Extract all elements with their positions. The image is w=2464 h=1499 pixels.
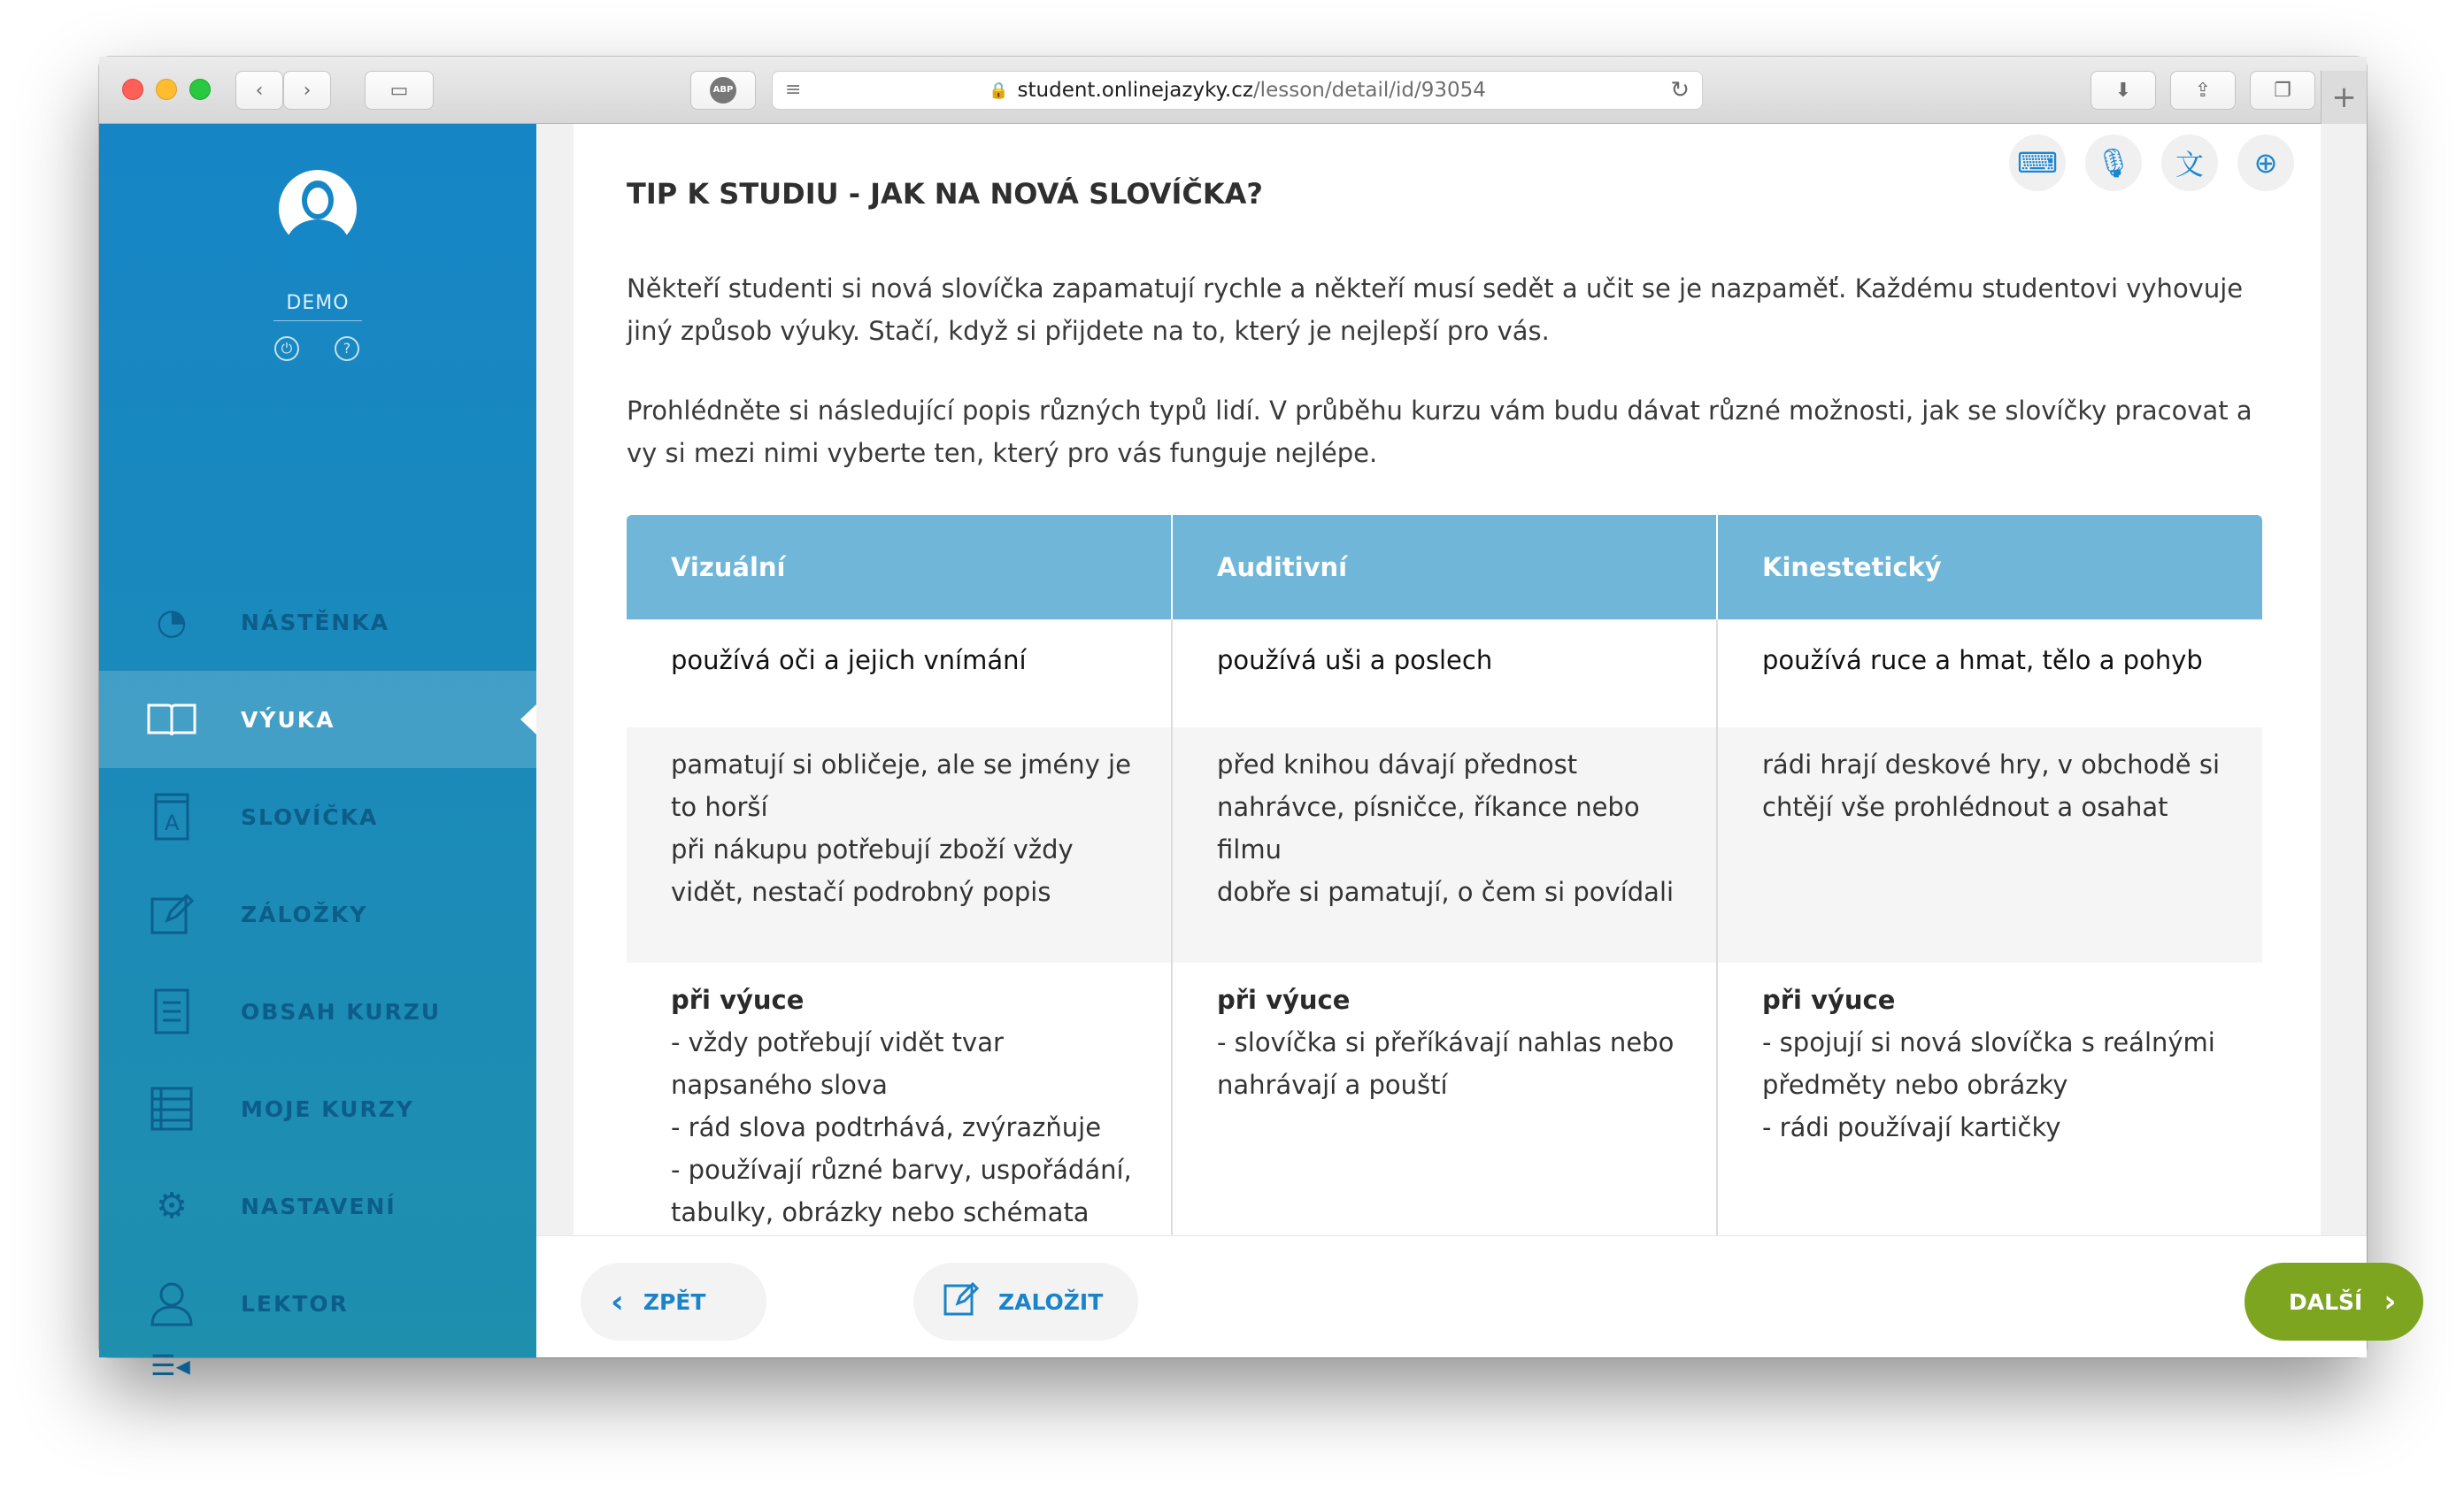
table-cell: používá ruce a hmat, tělo a pohyb: [1717, 619, 2262, 727]
share-button[interactable]: [2170, 71, 2236, 110]
url-path: /lesson/detail/id/93054: [1252, 79, 1486, 102]
username-divider: [273, 320, 362, 321]
chevron-left-icon: ‹: [255, 79, 264, 102]
back-nav-button[interactable]: [235, 71, 283, 110]
chevron-right-icon: ›: [2383, 1284, 2397, 1319]
add-vocabulary-icon[interactable]: ⊕: [2237, 135, 2294, 191]
cell-text: - spojují si nová slovíčka s reálnými předměty nebo obrázky: [1762, 1027, 2215, 1100]
gear-icon: ⚙: [156, 1186, 188, 1226]
instructions-paragraph: Prohlédněte si následující popis různých typů lidí. V průběhu kurzu vám budu dávat různé možnosti, jak se slovíčky pracovat a vy si mezi nimi vyberte ten, který pro vás funguje nejlépe.: [627, 396, 2252, 468]
sidebar-item-label: ZÁLOŽKY: [241, 901, 368, 927]
new-tab-button[interactable]: [2321, 71, 2367, 124]
table-cell: [1172, 727, 1717, 963]
table-cell: používá uši a poslech: [1172, 619, 1717, 727]
lock-icon: 🔒: [989, 81, 1009, 100]
table-cell: [627, 963, 1172, 1260]
minimize-window-button[interactable]: [156, 79, 177, 100]
sidebar-item-moje-kurzy[interactable]: [99, 1060, 536, 1157]
vocabulary-icon: [147, 792, 196, 842]
cell-text: dobře si pamatují, o čem si povídali: [1217, 877, 1675, 907]
cell-text: - slovíčka si přeříkávají nahlas nebo nahrávají a pouští: [1217, 1027, 1675, 1100]
table-cell: [1172, 963, 1717, 1260]
sidebar-item-label: NASTAVENÍ: [241, 1193, 397, 1219]
sidebar-item-lektor[interactable]: [99, 1255, 536, 1352]
sidebar-item-nastenka[interactable]: [99, 573, 536, 671]
avatar-face-shape: [307, 188, 328, 214]
sidebar-icon: ▭: [389, 79, 409, 102]
table-cell: [627, 727, 1172, 963]
translate-icon[interactable]: 文: [2161, 135, 2218, 191]
table-cell: používá oči a jejich vnímání: [627, 619, 1172, 727]
microphone-icon[interactable]: 🎙: [2085, 135, 2142, 191]
cell-text: - rád slova podtrhává, zvýrazňuje: [671, 1112, 1102, 1142]
next-button-label: DALŠÍ: [2289, 1288, 2363, 1315]
svg-text:A: A: [165, 811, 180, 835]
sidebar-toggle-button[interactable]: [365, 71, 434, 110]
tabs-icon: ❐: [2274, 79, 2291, 102]
plus-icon: +: [2331, 80, 2357, 115]
back-button[interactable]: [581, 1263, 766, 1341]
cell-heading: při výuce: [1762, 985, 1896, 1015]
lesson-tools: [2009, 135, 2294, 191]
forward-nav-button[interactable]: [283, 71, 331, 110]
sidebar-item-vyuka[interactable]: [99, 671, 536, 768]
table-cell: [1717, 727, 2262, 963]
sidebar-item-label: VÝUKA: [241, 706, 335, 733]
cell-text: před knihou dávají přednost nahrávce, písničce, říkance nebo filmu: [1217, 750, 1640, 865]
back-button-label: ZPĚT: [643, 1288, 706, 1315]
intro-paragraph: Někteří studenti si nová slovíčka zapamatují rychle a někteří musí sedět a učit se je nazpaměť. Každému studentovi vyhovuje jiný způsob výuky. Stačí, když si přijdete na to, který je nejlepší pro vás.: [627, 273, 2244, 346]
share-icon: ⇪: [2194, 79, 2212, 102]
next-button[interactable]: [2245, 1263, 2423, 1341]
cell-text: - rádi používají kartičky: [1762, 1112, 2061, 1142]
sidebar: [99, 124, 536, 1382]
course-list-icon: [147, 1084, 196, 1134]
cell-text: rádi hrají deskové hry, v obchodě si chtějí vše prohlédnout a osahat: [1762, 750, 2221, 822]
sidebar-item-label: LEKTOR: [241, 1290, 349, 1317]
download-icon: ⬇: [2114, 79, 2132, 102]
tabs-overview-button[interactable]: [2250, 71, 2315, 110]
avatar[interactable]: [279, 170, 357, 248]
cell-text: pamatují si obličeje, ale se jmény je to horší: [671, 750, 1131, 822]
sidebar-item-label: NÁSTĚNKA: [241, 609, 390, 635]
help-icon[interactable]: ?: [335, 336, 359, 361]
logout-icon[interactable]: ⏻: [274, 336, 299, 361]
reload-icon[interactable]: ↻: [1670, 77, 1690, 104]
sidebar-item-label: SLOVÍČKA: [241, 803, 379, 830]
dashboard-icon: ◔: [156, 602, 188, 642]
table-header-cell: Auditivní: [1172, 515, 1717, 619]
cell-text: při nákupu potřebují zboží vždy vidět, nestačí podrobný popis: [671, 834, 1074, 907]
sidebar-item-nastaveni[interactable]: [99, 1157, 536, 1255]
table-row: [627, 619, 2262, 727]
bookmark-button-label: ZALOŽIT: [998, 1288, 1104, 1315]
close-window-button[interactable]: [122, 79, 143, 100]
bookmark-edit-icon: [147, 889, 196, 939]
chevron-left-icon: ‹: [611, 1283, 624, 1320]
table-header-row: [627, 515, 2262, 619]
avatar-body-shape: [286, 219, 350, 273]
sidebar-item-label: OBSAH KURZU: [241, 998, 442, 1025]
bookmark-edit-icon: [943, 1280, 979, 1324]
tutor-icon: [147, 1279, 196, 1328]
sidebar-item-zalozky[interactable]: [99, 865, 536, 963]
table-header-cell: Vizuální: [627, 515, 1172, 619]
sidebar-nav: [99, 573, 536, 1352]
cell-heading: při výuce: [671, 985, 805, 1015]
adblock-icon: ABP: [710, 77, 736, 104]
chevron-right-icon: ›: [303, 79, 312, 102]
bookmark-button[interactable]: [913, 1263, 1138, 1341]
lesson-card: [574, 124, 2321, 1235]
table-header-cell: Kinestetický: [1717, 515, 2262, 619]
lesson-action-bar: [536, 1235, 2397, 1357]
cell-text: - používají různé barvy, uspořádání, tabulky, obrázky nebo schémata: [671, 1155, 1132, 1227]
browser-window: [99, 57, 2397, 1382]
collapse-sidebar-icon[interactable]: ☰◂: [150, 1349, 190, 1382]
table-cell: [1717, 963, 2262, 1260]
page-title: TIP K STUDIU - JAK NA NOVÁ SLOVÍČKA?: [627, 177, 1263, 211]
url-host: student.onlinejazyky.cz: [1017, 79, 1253, 102]
username-label: DEMO: [286, 292, 350, 314]
address-bar[interactable]: [772, 71, 1703, 110]
document-icon: [147, 987, 196, 1036]
book-icon: [147, 695, 196, 744]
table-row: [627, 727, 2262, 963]
cell-heading: při výuce: [1217, 985, 1351, 1015]
cell-text: - vždy potřebují vidět tvar napsaného slova: [671, 1027, 1004, 1100]
downloads-button[interactable]: [2091, 71, 2156, 110]
sidebar-item-slovicka[interactable]: [99, 768, 536, 865]
learning-types-table: [627, 515, 2262, 1260]
browser-toolbar: [99, 57, 2367, 124]
sidebar-item-obsah-kurzu[interactable]: [99, 963, 536, 1060]
keyboard-icon[interactable]: ⌨: [2009, 135, 2066, 191]
table-row: [627, 963, 2262, 1260]
reader-view-icon[interactable]: ≡: [785, 79, 802, 101]
sidebar-item-label: MOJE KURZY: [241, 1095, 414, 1122]
zoom-window-button[interactable]: [189, 79, 211, 100]
adblock-button[interactable]: [690, 71, 756, 110]
